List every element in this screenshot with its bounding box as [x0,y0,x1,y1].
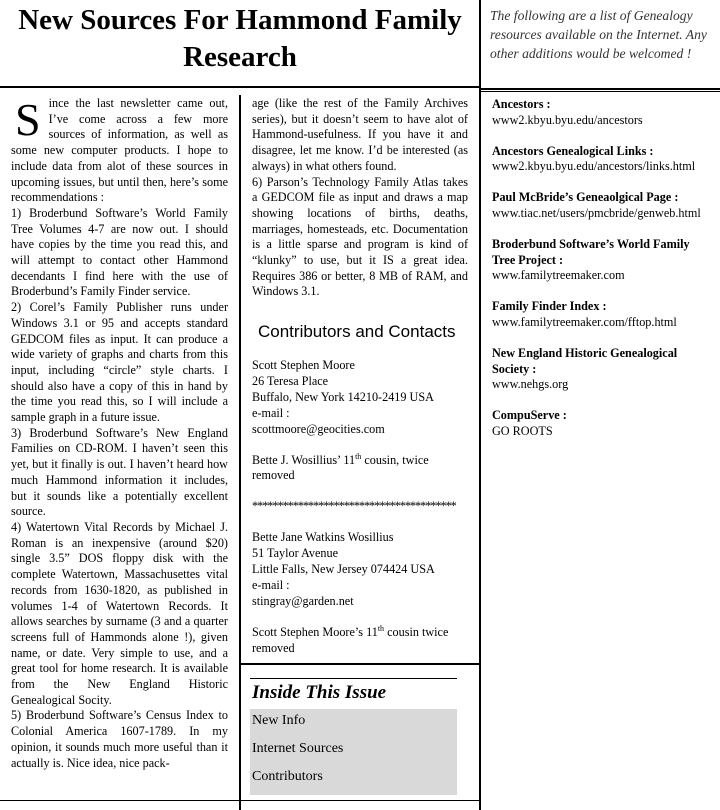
contact-relation: Bette J. Wosillius’ 11th cousin, twice removed [252,451,429,483]
source-item [492,299,710,331]
source-item [492,346,710,393]
article-column-2 [252,96,468,300]
source-name: Ancestors Genealogical Links : [492,143,654,158]
source-link[interactable]: GO ROOTS [492,423,553,438]
contributors-list [252,358,468,657]
source-link[interactable]: www.nehgs.org [492,377,569,392]
sidebar-intro: The following are a list of Genealogy resources available on the Internet. Any other additions would be welcomed ! [490,8,707,61]
source-name: CompuServe : [492,408,567,423]
source-name: Ancestors : [492,97,551,111]
title-rule [0,86,480,88]
source-link[interactable]: www.familytreemaker.com [492,268,625,283]
article-paragraph: 1) Broderbund Software’s World Family Tree Volumes 4-7 are now out. I should have copies by the time you read this, and will attempt to contact other Hammond decendants I find here with the use of Broderbund’s Family Finder service. [11,205,228,299]
article-column-1 [11,96,228,771]
inside-issue-title: Inside This Issue [252,682,387,703]
contact-city: Buffalo, New York 14210-2419 USA [252,389,434,404]
inside-item-new-info[interactable]: New Info [252,713,306,728]
inside-item-contributors[interactable]: Contributors [252,769,323,784]
source-item [492,237,710,284]
contact-street: 26 Teresa Place [252,373,329,388]
source-item [492,408,710,440]
article-paragraph: Since the last newsletter came out, I’ve come across a few more sources of information, as well as some new computer products. I hope to include data from alot of these sources in upcoming issues, but until then, here’s some recommendations : [11,94,228,205]
separator: **************************************** [252,499,456,514]
article-paragraph: age (like the rest of the Family Archives series), but it doesn’t seem to have alot of Hammond-usefulness. If you have it and disagree, let me know. I’d be interested (as always) in what others found. [252,96,468,173]
contributors-rule [240,663,480,665]
source-link[interactable]: www2.kbyu.byu.edu/ancestors/links.html [492,159,696,174]
source-item [492,144,710,176]
sidebar-rule [480,88,720,90]
article-paragraph: 5) Broderbund Software’s Census Index to Colonial America 1607-1789. In my opinion, it sounds much more useful than it actually is. Nice idea, nice pack- [11,708,228,770]
contact-city: Little Falls, New Jersey 074424 USA [252,562,435,577]
contact-name: Scott Stephen Moore [252,358,355,372]
column-divider [239,95,241,810]
contact-email[interactable]: stingray@garden.net [252,593,354,608]
contact-street: 51 Taylor Avenue [252,546,339,561]
article-paragraph: 6) Parson’s Technology Family Atlas takes a GEDCOM file as input and draws a map showing locations of births, deaths, marriages, homesteads, etc. Documentation is a little sparse and program is kind of “klunky” to use, but it IS a great idea. Requires 386 or better, 8 MB of RAM, and Windows 3.1. [252,174,468,299]
source-link[interactable]: www2.kbyu.byu.edu/ancestors [492,112,643,127]
inside-rule [250,678,457,679]
bottom-rule [0,800,480,801]
source-link[interactable]: www.familytreemaker.com/fftop.html [492,314,677,329]
sources-list [492,97,710,455]
contact-email-label: e-mail : [252,405,290,420]
article-paragraph: 2) Corel’s Family Publisher runs under Windows 3.1 or 95 and accepts standard GEDCOM files as input. It can produce a wide variety of graphs and charts from this input, including “circle” style charts. I should also have a copy of this in hand by the time you read this, so I will include a sample graph in a future issue. [11,300,228,425]
contact-relation: Scott Stephen Moore’s 11th cousin twice removed [252,623,449,655]
contact-email[interactable]: scottmoore@geocities.com [252,421,385,436]
source-link[interactable]: www.tiac.net/users/pmcbride/genweb.html [492,205,701,220]
contact-email-label: e-mail : [252,577,290,592]
sidebar-rule-thin [480,91,720,92]
contributors-heading: Contributors and Contacts [258,322,456,341]
source-name: Broderbund Software’s World Family Tree Project : [492,236,690,267]
source-item [492,190,710,222]
article-paragraph: 4) Watertown Vital Records by Michael J. Roman is an inexpensive (around $20) single 3.5” DOS floppy disk with the complete Watertown, Massachusettes vital records from 1630-1820, as published in volumes 1-4 of Watertown Records. It allows searches by surname (3 and a quarter screens full of Hammonds alone !), given name, or date. Very simple to use, and a great tool for home research. It is available from the New England Historic Genealogical Socity. [11,519,228,707]
source-item [492,97,710,129]
page-title: New Sources For Hammond Family Research [18,4,462,73]
contact-name: Bette Jane Watkins Wosillius [252,530,394,545]
article-paragraph: 3) Broderbund Software’s New England Families on CD-ROM. I haven’t seen this yet, but it finally is out. I haven’t heard how much Hammond information it includes, but it sounds like a potentially excellent source. [11,425,228,519]
source-name: Paul McBride’s Geneaolgical Page : [492,190,679,205]
source-name: New England Historic Genealogical Society : [492,345,678,376]
inside-item-internet-sources[interactable]: Internet Sources [252,741,344,756]
drop-cap: S [15,94,41,145]
source-name: Family Finder Index : [492,299,607,314]
sidebar-divider [479,0,481,810]
